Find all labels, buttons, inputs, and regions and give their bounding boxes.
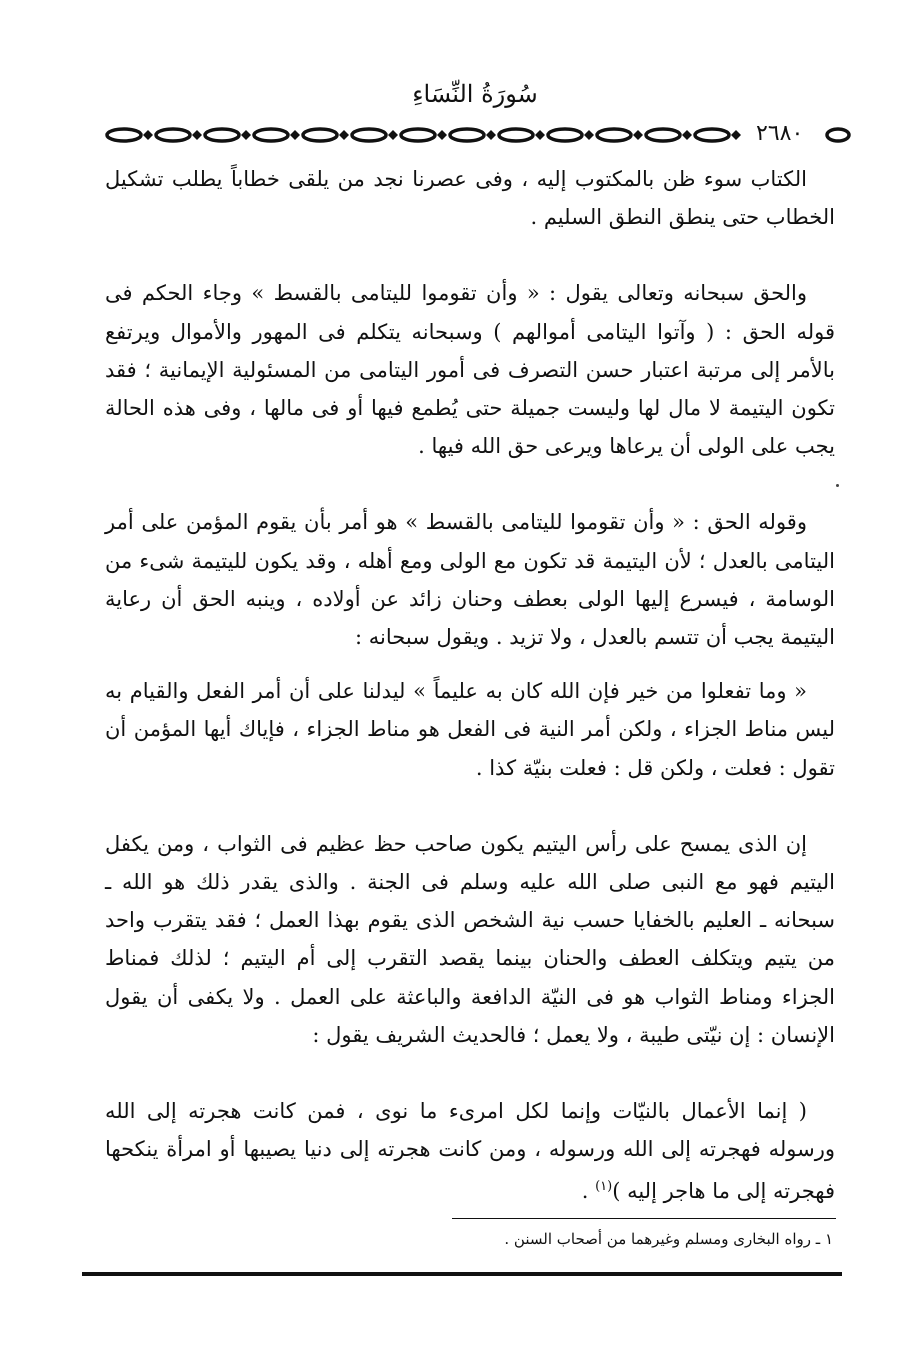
- paragraph-4: « وما تفعلوا من خير فإن الله كان به عليماً » ليدلنا على أن أمر الفعل والقيام به ليس مناط الجزاء ، ولكن أمر النية فى الفعل هو مناط الجزاء ، فإياك أيها المؤمن أن تقول : فعلت ، ولكن قل : فعلت بنيّة كذا .: [105, 679, 835, 780]
- chain-diamond: [682, 130, 692, 140]
- paragraph-5: إن الذى يمسح على رأس اليتيم يكون صاحب حظ عظيم فى الثواب ، ومن يكفل اليتيم فهو مع النبى صلى الله عليه وسلم فى الجنة . والذى يقدر ذلك هو الله ـ سبحانه ـ العليم بالخفايا حسب نية الشخص الذى يقوم بهذا العمل ؛ فقد يتقرب واحد من يتيم ويتكلف العطف والحنان بينما يقصد التقرب إلى أم اليتيم ؛ لذلك فمناط الجزاء ومناط الثواب هو فى النيّة الدافعة والباعثة على العمل . ولا يكفى أن يقول الإنسان : إن نيّتى طيبة ، ولا يعمل ؛ فالحديث الشريف يقول :: [105, 831, 835, 1047]
- chain-link: [156, 129, 190, 141]
- chain-link: [401, 129, 435, 141]
- chain-diamond: [241, 130, 251, 140]
- chain-diamond: [535, 130, 545, 140]
- bottom-rule: [82, 1272, 842, 1276]
- paragraph-1: الكتاب سوء ظن بالمكتوب إليه ، وفى عصرنا نجد من يلقى خطاباً يطلب تشكيل الخطاب حتى ينطق النطق السليم .: [105, 167, 835, 230]
- chain-link: [646, 129, 680, 141]
- chain-diamond: [192, 130, 202, 140]
- chain-link: [254, 129, 288, 141]
- chain-diamond: [290, 130, 300, 140]
- hadith-text: ( إنما الأعمال بالنيّات وإنما لكل امرىء ما نوى ، فمن كانت هجرته إلى الله ورسوله فهجرته إلى الله ورسوله ، ومن كانت هجرته إلى دنيا يصيبها أو امرأة ينكحها فهجرته إلى ما هاجر إليه ): [105, 1099, 835, 1204]
- chain-diamond: [633, 130, 643, 140]
- chain-link: [827, 129, 849, 141]
- page-body: [105, 160, 835, 1211]
- chain-diamond: [143, 130, 153, 140]
- scan-speck: [836, 484, 839, 487]
- chain-link: [499, 129, 533, 141]
- footnote: ١ ـ رواه البخارى ومسلم وغيرهما من أصحاب السنن .: [504, 1230, 833, 1248]
- decorative-chain-border: [100, 123, 852, 147]
- chain-diamond: [339, 130, 349, 140]
- chain-diamond: [584, 130, 594, 140]
- chain-diamond: [388, 130, 398, 140]
- chain-link: [107, 129, 141, 141]
- surah-title: سُورَةُ النِّسَاءِ: [412, 80, 538, 108]
- page-number: ٢٦٨٠: [752, 121, 807, 146]
- footnote-separator: [452, 1218, 836, 1219]
- chain-link: [205, 129, 239, 141]
- hadith-end: .: [581, 1179, 596, 1204]
- footnote-marker: (١): [595, 1179, 613, 1195]
- hadith-paragraph: [105, 1092, 835, 1211]
- chain-link: [695, 129, 729, 141]
- chain-link: [450, 129, 484, 141]
- chain-diamond: [731, 130, 741, 140]
- chain-link: [597, 129, 631, 141]
- chain-diamond: [486, 130, 496, 140]
- paragraph-2: والحق سبحانه وتعالى يقول : « وأن تقوموا لليتامى بالقسط » وجاء الحكم فى قوله الحق : ( وآتوا اليتامى أموالهم ) وسبحانه يتكلم فى المهور والأموال ويرتفع بالأمر إلى مرتبة اعتبار حسن التصرف فى أمور اليتامى من المسئولية الإيمانية ؛ فقد تكون اليتيمة لا مال لها وليست جميلة حتى يُطمع فيها أو فى مالها ، وفى هذه الحالة يجب على الولى أن يرعاها ويرعى حق الله فيها .: [105, 281, 835, 459]
- chain-link: [548, 129, 582, 141]
- chain-link: [303, 129, 337, 141]
- paragraph-3: وقوله الحق : « وأن تقوموا لليتامى بالقسط » هو أمر بأن يقوم المؤمن على أمر اليتامى بالعدل ؛ لأن اليتيمة قد تكون مع الولى ومع أهله ، وقد يكون لليتيمة شىء من الوسامة ، فيسرع إليها الولى بعطف وحنان زائد عن أولاده ، وينبه الحق أن رعاية اليتيمة يجب أن تتسم بالعدل ، ولا تزيد . ويقول سبحانه :: [105, 510, 835, 650]
- chain-diamond: [437, 130, 447, 140]
- chain-link: [352, 129, 386, 141]
